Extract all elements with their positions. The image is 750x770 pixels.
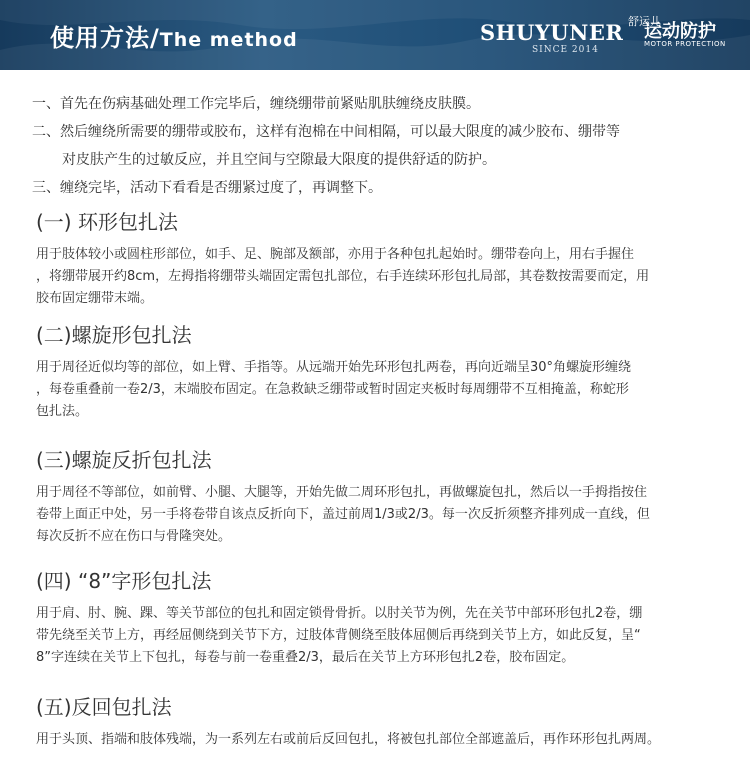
section-line: 用于头顶、指端和肢体残端，为一系列左右或前后反回包扎，将被包扎部位全部遮盖后，再作环形包扎两周。 [36,732,661,747]
section-body [36,244,736,310]
section-line: 用于周径不等部位，如前臂、小腿、大腿等，开始先做二周环形包扎，再做螺旋包扎，然后以一手拇指按住 [36,485,648,500]
intro-step: 二、然后缠绕所需要的绷带或胶布，这样有泡棉在中间相隔，可以最大限度的减少胶布、绷带等 [32,124,620,140]
section-title: (五)反回包扎法 [36,695,172,719]
section-spiral-bandage [36,321,736,423]
brand-sport: 运动防护 [644,21,716,42]
intro-step: 一、首先在伤病基础处理工作完毕后，缠绕绷带前紧贴肌肤缠绕皮肤膜。 [32,96,480,112]
section-title: (四) “8”字形包扎法 [36,569,212,593]
section-line: 卷带上面正中处，另一手将卷带自该点反折向下，盖过前周1/3或2/3。每一次反折须整齐排列成一直线，但 [36,507,650,522]
section-line: 带先绕至关节上方，再经屈侧绕到关节下方，过肢体背侧绕至肢体屈侧后再绕到关节上方，如此反复，呈“ [36,628,641,643]
section-line: ，将绷带展开约8cm，左拇指将绷带头端固定需包扎部位，右手连续环形包扎局部，其卷数按需要而定，用 [36,269,650,284]
section-line: 用于肩、肘、腕、踝、等关节部位的包扎和固定锁骨骨折。以肘关节为例，先在关节中部环形包扎2卷，绷 [36,606,643,621]
section-title: (一) 环形包扎法 [36,210,178,234]
intro-step: 三、缠绕完毕，活动下看看是否绷紧过度了，再调整下。 [32,180,382,196]
section-line: 包扎法。 [36,404,89,419]
brand-name: SHUYUNER [480,20,624,45]
section-title: (三)螺旋反折包扎法 [36,448,212,472]
title-cn: 使用方法/ [50,24,160,52]
title-en: The method [159,29,298,51]
brand-motor: MOTOR PROTECTION [644,40,726,48]
section-title: (二)螺旋形包扎法 [36,323,192,347]
intro-step-continuation: 对皮肤产生的过敏反应，并且空间与空隙最大限度的提供舒适的防护。 [62,152,496,168]
section-line: 胶布固定绷带末端。 [36,291,154,306]
section-recurrent-bandage [36,693,736,751]
section-spiral-reverse-bandage [36,446,736,548]
section-body [36,357,736,423]
intro-steps [32,90,732,202]
section-line: ，每卷重叠前一卷2/3，末端胶布固定。在急救缺乏绷带或暂时固定夹板时每周绷带不互相掩盖，称蛇形 [36,382,629,397]
section-line: 用于周径近似均等的部位，如上臂、手指等。从远端开始先环形包扎两卷，再向近端呈30°角螺旋形缠绕 [36,360,632,375]
section-line: 8”字连续在关节上下包扎，每卷与前一卷重叠2/3，最后在关节上方环形包扎2卷，胶布固定。 [36,650,575,665]
page-title [50,18,298,53]
section-figure-eight-bandage [36,567,736,669]
section-body [36,603,736,669]
section-body [36,729,736,751]
header-banner [0,0,750,70]
section-body [36,482,736,548]
brand-logo-cn: 舒运儿 [628,15,661,28]
brand-since: SINCE 2014 [532,45,599,55]
section-line: 每次反折不应在伤口与骨隆突处。 [36,529,232,544]
section-circular-bandage [36,208,736,310]
section-line: 用于肢体较小或圆柱形部位，如手、足、腕部及额部，亦用于各种包扎起始时。绷带卷向上，用右手握住 [36,247,635,262]
